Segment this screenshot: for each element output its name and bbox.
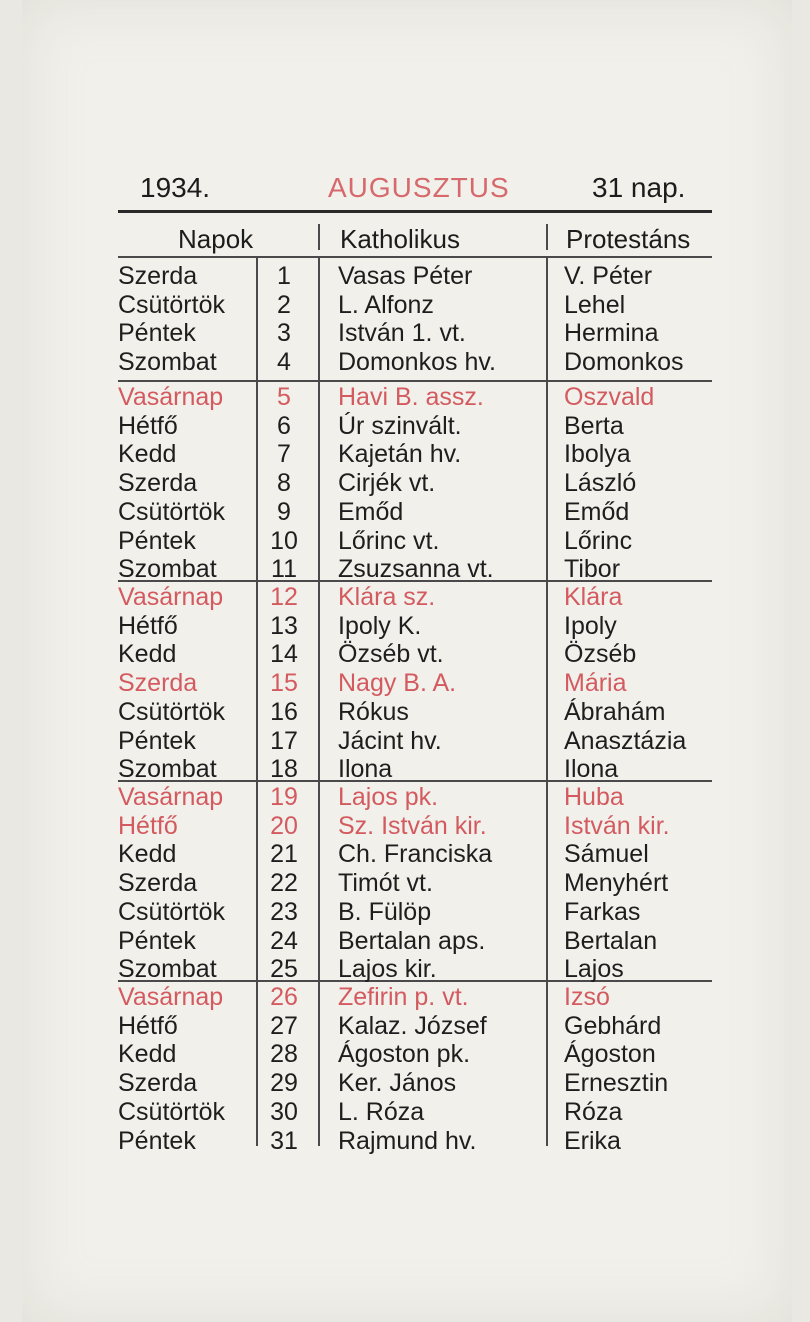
- protestant-name: Ágoston: [564, 1040, 656, 1069]
- protestant-name: Bertalan: [564, 926, 658, 955]
- calendar-row: [118, 612, 712, 640]
- calendar-row: [118, 1012, 712, 1040]
- calendar-row: [118, 1098, 712, 1126]
- day-number: 17: [270, 726, 298, 755]
- protestant-name: Farkas: [564, 897, 641, 926]
- day-number: 10: [270, 526, 298, 555]
- month-label: AUGUSZTUS: [328, 172, 510, 203]
- day-name: Kedd: [118, 440, 177, 469]
- calendar-row: [118, 555, 712, 583]
- protestant-name: Ibolya: [564, 440, 631, 469]
- protestant-name: István kir.: [564, 811, 670, 840]
- day-number: 24: [270, 926, 298, 955]
- calendar-row: [118, 955, 712, 983]
- calendar-row: [118, 840, 712, 868]
- day-name: Hétfő: [118, 811, 178, 840]
- catholic-name: Jácint hv.: [338, 726, 442, 755]
- day-name: Vasárnap: [118, 983, 224, 1011]
- protestant-name: László: [564, 469, 637, 498]
- week-separator: [118, 256, 712, 258]
- day-name: Szombat: [118, 348, 217, 377]
- protestant-name: Ernesztin: [564, 1069, 669, 1098]
- protestant-name: Ilona: [564, 755, 619, 784]
- day-name: Vasárnap: [118, 383, 224, 411]
- catholic-name: Timót vt.: [338, 869, 433, 898]
- protestant-name: Lehel: [564, 290, 626, 319]
- day-number: 23: [270, 897, 298, 926]
- calendar-row: [118, 583, 712, 611]
- day-number: 12: [270, 583, 298, 611]
- catholic-name: Domonkos hv.: [338, 348, 496, 377]
- protestant-name: Sámuel: [564, 840, 649, 869]
- catholic-name: B. Fülöp: [338, 897, 432, 926]
- catholic-name: Ch. Franciska: [338, 840, 493, 869]
- calendar-row: [118, 469, 712, 497]
- calendar-row: [118, 983, 712, 1011]
- calendar-row: [118, 291, 712, 319]
- day-name: Szerda: [118, 669, 198, 698]
- calendar-row: [118, 440, 712, 468]
- catholic-name: Úr szinvált.: [338, 411, 462, 440]
- day-name: Szombat: [118, 955, 217, 984]
- catholic-name: Vasas Péter: [338, 262, 473, 290]
- day-number: 11: [271, 555, 297, 584]
- day-number: 7: [277, 440, 291, 469]
- calendar-row: [118, 412, 712, 440]
- days-count-label: 31 nap.: [592, 172, 686, 203]
- day-name: Csütörtök: [118, 897, 225, 926]
- protestant-column-header: Protestáns: [566, 224, 691, 254]
- day-name: Kedd: [118, 1040, 177, 1069]
- day-number: 31: [270, 1126, 298, 1155]
- calendar-row: [118, 1040, 712, 1068]
- column-divider: [318, 224, 320, 250]
- day-number: 15: [270, 669, 298, 698]
- catholic-name: Klára sz.: [338, 583, 436, 611]
- protestant-name: Erika: [564, 1126, 621, 1155]
- catholic-column-header: Katholikus: [340, 224, 460, 254]
- day-number: 8: [277, 469, 291, 498]
- calendar-row: [118, 869, 712, 897]
- day-number: 3: [277, 319, 291, 348]
- catholic-name: Cirjék vt.: [338, 469, 436, 498]
- day-name: Szerda: [118, 1069, 198, 1098]
- day-name: Csütörtök: [118, 497, 225, 526]
- catholic-name: L. Alfonz: [338, 290, 434, 319]
- calendar-row: [118, 527, 712, 555]
- catholic-name: Havi B. assz.: [338, 383, 484, 411]
- column-divider: [546, 224, 548, 250]
- protestant-name: Huba: [564, 783, 624, 811]
- catholic-name: Ipoly K.: [338, 611, 422, 640]
- protestant-name: V. Péter: [564, 262, 653, 290]
- catholic-name: Emőd: [338, 497, 404, 526]
- day-number: 30: [270, 1097, 298, 1126]
- day-number: 4: [277, 348, 291, 377]
- day-number: 21: [270, 840, 298, 869]
- column-headers: [118, 224, 712, 256]
- day-name: Szerda: [118, 869, 198, 898]
- protestant-name: Oszvald: [564, 383, 655, 411]
- day-name: Szerda: [118, 469, 198, 498]
- day-number: 19: [270, 783, 298, 811]
- calendar-row: [118, 383, 712, 411]
- day-name: Hétfő: [118, 611, 178, 640]
- day-name: Péntek: [118, 319, 196, 348]
- protestant-name: Hermina: [564, 319, 659, 348]
- day-name: Hétfő: [118, 411, 178, 440]
- day-name: Csütörtök: [118, 697, 225, 726]
- protestant-name: Emőd: [564, 497, 630, 526]
- day-number: 16: [270, 697, 298, 726]
- day-name: Vasárnap: [118, 583, 224, 611]
- calendar-row: [118, 1069, 712, 1097]
- day-number: 13: [270, 611, 298, 640]
- day-name: Péntek: [118, 926, 196, 955]
- calendar-row: [118, 498, 712, 526]
- catholic-name: Lőrinc vt.: [338, 526, 440, 555]
- day-number: 22: [270, 869, 298, 898]
- day-number: 14: [270, 640, 298, 669]
- day-name: Vasárnap: [118, 783, 224, 811]
- day-name: Kedd: [118, 640, 177, 669]
- catholic-name: Rókus: [338, 697, 409, 726]
- catholic-name: L. Róza: [338, 1097, 425, 1126]
- day-name: Szombat: [118, 555, 217, 584]
- catholic-name: Sz. István kir.: [338, 811, 487, 840]
- day-number: 28: [270, 1040, 298, 1069]
- calendar-row: [118, 812, 712, 840]
- day-name: Csütörtök: [118, 290, 225, 319]
- calendar-row: [118, 783, 712, 811]
- day-name: Szerda: [118, 262, 198, 290]
- catholic-name: Ágoston pk.: [338, 1040, 471, 1069]
- calendar-row: [118, 755, 712, 783]
- week-separator: [118, 380, 712, 382]
- day-number: 25: [270, 955, 298, 984]
- day-number: 20: [270, 811, 298, 840]
- day-name: Csütörtök: [118, 1097, 225, 1126]
- calendar-row: [118, 927, 712, 955]
- protestant-name: Ábrahám: [564, 697, 666, 726]
- day-number: 9: [277, 497, 291, 526]
- protestant-name: Menyhért: [564, 869, 669, 898]
- day-number: 5: [277, 383, 291, 411]
- year-label: 1934.: [140, 172, 211, 203]
- protestant-name: Domonkos: [564, 348, 684, 377]
- protestant-name: Anasztázia: [564, 726, 687, 755]
- protestant-name: Klára: [564, 583, 623, 611]
- day-name: Szombat: [118, 755, 217, 784]
- catholic-name: Lajos kir.: [338, 955, 437, 984]
- protestant-name: Tibor: [564, 555, 621, 584]
- catholic-name: István 1. vt.: [338, 319, 466, 348]
- calendar-header: [118, 172, 712, 212]
- protestant-name: Gebhárd: [564, 1011, 662, 1040]
- catholic-name: Bertalan aps.: [338, 926, 486, 955]
- protestant-name: Özséb: [564, 640, 637, 669]
- day-number: 18: [270, 755, 298, 784]
- calendar-row: [118, 348, 712, 376]
- day-number: 6: [277, 411, 291, 440]
- calendar-row: [118, 640, 712, 668]
- day-name: Péntek: [118, 526, 196, 555]
- catholic-name: Kajetán hv.: [338, 440, 462, 469]
- protestant-name: Lajos: [564, 955, 624, 984]
- protestant-name: Ipoly: [564, 611, 617, 640]
- catholic-name: Ilona: [338, 755, 393, 784]
- protestant-name: Izsó: [564, 983, 610, 1011]
- catholic-name: Lajos pk.: [338, 783, 439, 811]
- days-column-header: Napok: [178, 224, 254, 254]
- day-number: 26: [270, 983, 298, 1011]
- protestant-name: Mária: [564, 669, 627, 698]
- protestant-name: Lőrinc: [564, 526, 633, 555]
- calendar-row: [118, 1127, 712, 1155]
- catholic-name: Nagy B. A.: [338, 669, 457, 698]
- calendar-row: [118, 669, 712, 697]
- calendar-row: [118, 898, 712, 926]
- catholic-name: Zsuzsanna vt.: [338, 555, 494, 584]
- catholic-name: Ker. János: [338, 1069, 457, 1098]
- header-rule: [118, 210, 712, 213]
- calendar-row: [118, 319, 712, 347]
- day-number: 1: [277, 262, 291, 290]
- catholic-name: Zefirin p. vt.: [338, 983, 469, 1011]
- protestant-name: Berta: [564, 411, 624, 440]
- day-number: 27: [270, 1011, 298, 1040]
- day-number: 29: [270, 1069, 298, 1098]
- calendar-row: [118, 262, 712, 290]
- day-number: 2: [277, 290, 291, 319]
- day-name: Péntek: [118, 726, 196, 755]
- day-name: Hétfő: [118, 1011, 178, 1040]
- calendar-row: [118, 727, 712, 755]
- day-name: Kedd: [118, 840, 177, 869]
- catholic-name: Kalaz. József: [338, 1011, 487, 1040]
- catholic-name: Rajmund hv.: [338, 1126, 477, 1155]
- catholic-name: Özséb vt.: [338, 640, 444, 669]
- calendar-row: [118, 698, 712, 726]
- protestant-name: Róza: [564, 1097, 623, 1126]
- day-name: Péntek: [118, 1126, 196, 1155]
